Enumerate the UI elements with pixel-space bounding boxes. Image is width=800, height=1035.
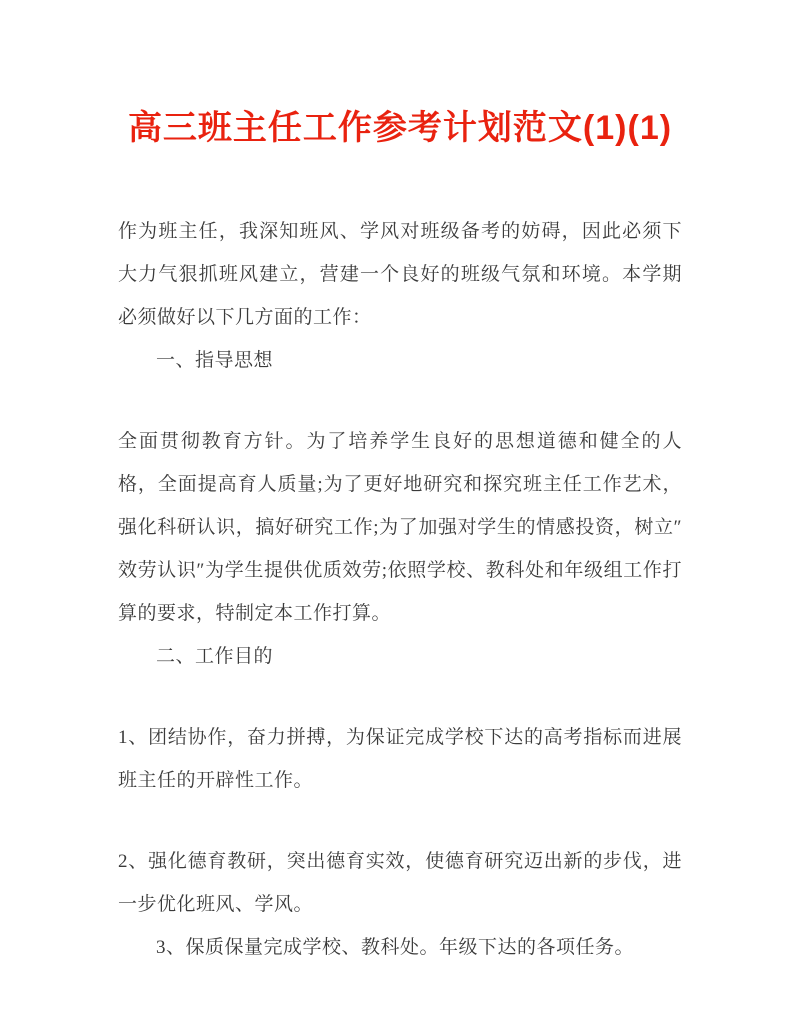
paragraph: 1、团结协作，奋力拼搏，为保证完成学校下达的高考指标而进展班主任的开辟性工作。: [118, 727, 682, 791]
document-title: 高三班主任工作参考计划范文(1)(1): [127, 109, 673, 147]
paragraph: 一、指导思想: [156, 350, 274, 371]
paragraph: 3、保质保量完成学校、教科处。年级下达的各项任务。: [156, 937, 635, 958]
paragraph: 二、工作目的: [156, 646, 274, 667]
paragraph: 全面贯彻教育方针。为了培养学生良好的思想道德和健全的人格，全面提高育人质量;为了更好地研究和探究班主任工作艺术，强化科研认识，搞好研究工作;为了加强对学生的情感投资，树立″效劳认识″为学生提供优质效劳;依照学校、教科处和年级组工作打算的要求，特制定本工作打算。: [118, 431, 682, 624]
paragraph: 作为班主任，我深知班风、学风对班级备考的妨碍，因此必须下大力气狠抓班风建立，营建一个良好的班级气氛和环境。本学期必须做好以下几方面的工作：: [118, 221, 682, 328]
paragraph: 2、强化德育教研，突出德育实效，使德育研究迈出新的步伐，进一步优化班风、学风。: [118, 851, 682, 915]
document-body: [118, 210, 682, 969]
